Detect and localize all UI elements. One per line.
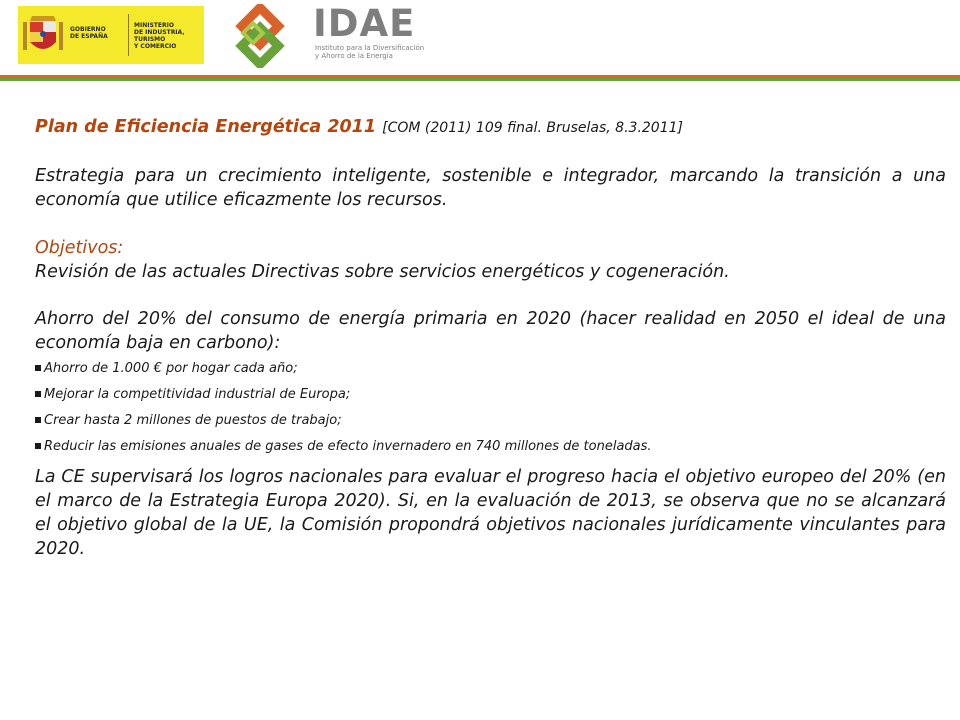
ministerio-text — [134, 22, 204, 50]
coat-of-arms-icon — [22, 12, 64, 58]
idae-subtitle-line-2: y Ahorro de la Energía — [315, 52, 393, 60]
intro-paragraph: Estrategia para un crecimiento inteligente, sostenible e integrador, marcando la transición a una economía que utilice eficazmente los recursos. — [35, 166, 946, 210]
ministerio-line-2: DE INDUSTRIA, TURISMO — [134, 29, 185, 43]
bullet-text: Ahorro de 1.000 € por hogar cada año; — [44, 361, 298, 376]
bullet-square-icon — [35, 443, 41, 449]
gobierno-ministerio-logo — [18, 6, 204, 64]
gobierno-text — [70, 26, 108, 40]
gobierno-line-2: DE ESPAÑA — [70, 33, 108, 40]
idae-name: IDAE — [313, 2, 416, 45]
header-rule-green — [0, 78, 960, 81]
objectives-bullet-list — [35, 361, 946, 454]
gov-logo-divider — [128, 14, 129, 56]
idae-logo-mark-icon — [218, 4, 302, 68]
list-item — [35, 413, 946, 428]
bullet-square-icon — [35, 391, 41, 397]
bullet-square-icon — [35, 417, 41, 423]
objectives-paragraph: Revisión de las actuales Directivas sobre servicios energéticos y cogeneración. — [35, 262, 730, 282]
objectives-heading: Objetivos: — [35, 238, 124, 258]
bullet-square-icon — [35, 365, 41, 371]
ministerio-line-1: MINISTERIO — [134, 22, 174, 29]
savings-paragraph: Ahorro del 20% del consumo de energía primaria en 2020 (hacer realidad en 2050 el ideal de una economía baja en carbono): — [35, 309, 946, 353]
slide-content — [35, 115, 946, 561]
idae-subtitle-line-1: Instituto para la Diversificación — [315, 44, 425, 52]
idae-subtitle — [315, 44, 424, 60]
bullet-text: Mejorar la competitividad industrial de Europa; — [44, 387, 351, 402]
header — [0, 0, 960, 76]
bullet-text: Crear hasta 2 millones de puestos de trabajo; — [44, 413, 342, 428]
conclusion-paragraph: La CE supervisará los logros nacionales para evaluar el progreso hacia el objetivo europeo del 20% (en el marco de la Estrategia Europa 2020). Si, en la evaluación de 2013, se observa que no se alcanzará el objetivo global de la UE, la Comisión propondrá objetivos nacionales jurídicamente vinculantes para 2020. — [35, 467, 946, 559]
gobierno-line-1: GOBIERNO — [70, 26, 106, 33]
slide-title-reference: [COM (2011) 109 final. Bruselas, 8.3.2011] — [382, 120, 683, 136]
list-item — [35, 361, 946, 376]
list-item — [35, 387, 946, 402]
bullet-text: Reducir las emisiones anuales de gases de efecto invernadero en 740 millones de toneladas. — [44, 439, 652, 454]
list-item — [35, 439, 946, 454]
slide-title: Plan de Eficiencia Energética 2011 — [35, 117, 383, 137]
slide-title-line — [35, 115, 946, 140]
ministerio-line-3: Y COMERCIO — [134, 43, 177, 50]
